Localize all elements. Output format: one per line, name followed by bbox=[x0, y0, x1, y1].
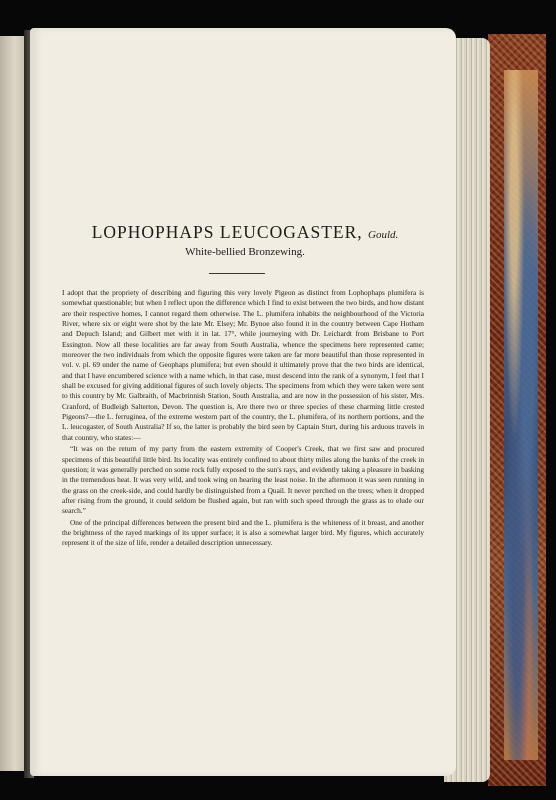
paragraph-intro: I adopt that the propriety of describing and figuring this very lovely Pigeon as distinct from Lophophaps plumifera is somewhat questionable; but when I reflect upon the difference which I find to exist between the two birds, and how distant are their respective homes, I cannot regard them otherwise. The L. plumifera inhabits the neighbourhood of the Victoria River, where six or eight were shot by the late Mr. Elsey; Mr. Bynoe also found it in the country between Cape Hotham and Depuch Island; and Gilbert met with it in lat. 17°, while journeying with Dr. Leichardt from Brisbane to Port Essington. Now all these localities are far away from South Australia, whence the specimens here represented came; moreover the two individuals from which the opposite figures were taken are far more beautiful than those represented in vol. v. pl. 69 under the name of Geophaps plumifera; but even should it ultimately prove that the two birds are identical, and that I have encumbered science with a name which, in that case, must descend into the rank of a synonym, I feel that I shall be excused for giving additional figures of such lovely objects. The specimens from which they were taken were sent to this country by Mr. Galbraith, of Macbrinnish Station, South Australia, and are now in the possession of his sister, Mrs. Cranford, of Budleigh Salterton, Devon. The question is, Are there two or three species of these charming little crested Pigeons?—the L. ferruginea, of the extreme western part of the country, the L. plumifera, of its northern portions, and the L. leucogaster, of South Australia? If so, the latter is probably the bird seen by Captain Sturt, during his arduous travels in that country, who states:— bbox=[62, 288, 424, 442]
species-title bbox=[60, 222, 430, 243]
page-body bbox=[62, 288, 424, 550]
author-name: Gould. bbox=[368, 229, 399, 241]
facing-page-edge bbox=[0, 36, 24, 771]
marbled-endpaper bbox=[504, 70, 538, 760]
common-name: White-bellied Bronzewing. bbox=[185, 246, 305, 258]
divider-rule bbox=[209, 273, 265, 274]
species-name: LOPHOPHAPS LEUCOGASTER, bbox=[91, 222, 363, 242]
paragraph-quote: “It was on the return of my party from the eastern extremity of Cooper's Creek, that we first saw and procured specimens of this beautiful little bird. Its locality was entirely confined to about thirty miles along the banks of the creek in question; it was generally perched on some rock fully exposed to the sun's rays, and evidently taking a pleasure in basking in the tremendous heat. It was very wild, and took wing on hearing the least noise. In the afternoon it was seen running in the grass on the creek-side, and could hardly be distinguished from a Quail. It never perched on the trees; when it dropped after rising from the ground, it could seldom be flushed again, but ran with such speed through the grass as to elude our search.” bbox=[62, 444, 424, 516]
paragraph-closing: One of the principal differences between the present bird and the L. plumifera is the whiteness of it breast, and another the brightness of the rayed markings of its upper surface; it is also a somewhat larger bird. My figures, which accurately represent it of the size of life, render a detailed description unnecessary. bbox=[62, 517, 424, 548]
